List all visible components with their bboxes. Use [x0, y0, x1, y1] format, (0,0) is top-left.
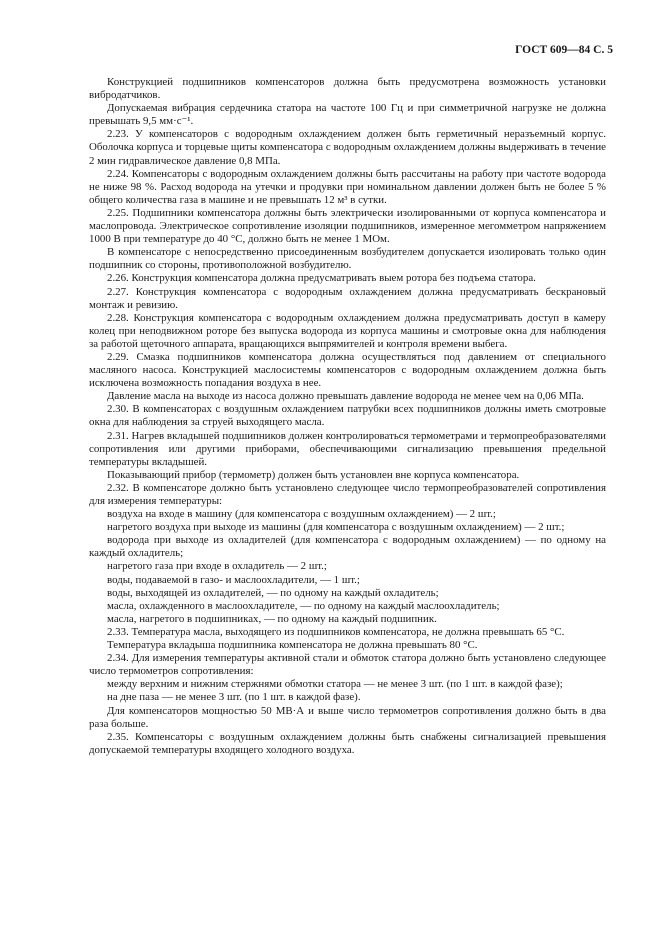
- list-item: масла, охлажденного в маслоохладителе, — по одному на каждый маслоохладитель;: [107, 599, 500, 612]
- paragraph: 2.26. Конструкция компенсатора должна предусматривать выем ротора без подъема статора.: [107, 272, 536, 285]
- paragraph: Температура вкладыша подшипника компенсатора не должна превышать 80 °С.: [107, 639, 478, 652]
- paragraph: Допускаемая вибрация сердечника статора на частоте 100 Гц и при симметричной нагрузке не должна превышать 9,5 мм·с⁻¹.: [89, 102, 606, 128]
- paragraph: 2.30. В компенсаторах с воздушным охлаждением патрубки всех подшипников должны иметь смотровые окна для наблюдения за струей выходящего масла.: [89, 403, 606, 429]
- list-item: водорода при выходе из охладителей (для компенсатора с водородным охлаждением) — по одному на каждый охладитель;: [89, 534, 606, 560]
- paragraph: Для компенсаторов мощностью 50 МВ·А и выше число термометров сопротивления должно быть в два раза больше.: [89, 704, 606, 730]
- paragraph: В компенсаторе с непосредственно присоединенным возбудителем допускается изолировать только один подшипник со стороны, противоположной возбудителю.: [89, 246, 606, 272]
- paragraph: Конструкцией подшипников компенсаторов должна быть предусмотрена возможность установки вибродатчиков.: [89, 76, 606, 102]
- paragraph: 2.32. В компенсаторе должно быть установлено следующее число термопреобразователей сопротивления для измерения температуры:: [89, 481, 606, 507]
- document-body: [89, 76, 606, 757]
- list-item: воды, выходящей из охладителей, — по одному на каждый охладитель;: [107, 586, 439, 599]
- paragraph: 2.31. Нагрев вкладышей подшипников должен контролироваться термометрами и термопреобразователями сопротивления или другими приборами, обеспечивающими сигнализацию превышения предельной температуры вкладышей.: [89, 429, 606, 468]
- paragraph: 2.28. Конструкция компенсатора с водородным охлаждением должна предусматривать доступ в камеру колец при неподвижном роторе без выпуска водорода из корпуса машины и смотровые окна для наблюдения за работой щеточного аппарата, вращающихся выпрямителей и контроля времени выбега.: [89, 311, 606, 350]
- list-item: воздуха на входе в машину (для компенсатора с воздушным охлаждением) — 2 шт.;: [107, 508, 496, 521]
- paragraph: 2.33. Температура масла, выходящего из подшипников компенсатора, не должна превышать 65 °С.: [107, 625, 565, 638]
- page-header: ГОСТ 609—84 С. 5: [515, 44, 613, 56]
- list-item: между верхним и нижним стержнями обмотки статора — не менее 3 шт. (по 1 шт. в каждой фазе);: [107, 678, 563, 691]
- list-item: на дне паза — не менее 3 шт. (по 1 шт. в каждой фазе).: [107, 691, 361, 704]
- list-item: нагретого воздуха при выходе из машины (для компенсатора с воздушным охлаждением) — 2 шт.;: [107, 521, 565, 534]
- paragraph: Давление масла на выходе из насоса должно превышать давление водорода не менее чем на 0,06 МПа.: [107, 390, 584, 403]
- list-item: нагретого газа при входе в охладитель — 2 шт.;: [107, 560, 327, 573]
- paragraph: 2.23. У компенсаторов с водородным охлаждением должен быть герметичный неразъемный корпус. Оболочка корпуса и торцевые щиты компенсатора с водородным охлаждением должны выдерживать в течение 2 мин гидравлическое давление 0,8 МПа.: [89, 128, 606, 167]
- paragraph: 2.24. Компенсаторы с водородным охлаждением должны быть рассчитаны на работу при частоте водорода не ниже 98 %. Расход водорода на утечки и продувки при номинальном давлении должен быть не более 5 % общего количества газа в машине и не превышать 12 м³ в сутки.: [89, 167, 606, 206]
- paragraph: 2.35. Компенсаторы с воздушным охлаждением должны быть снабжены сигнализацией превышения допускаемой температуры входящего холодного воздуха.: [89, 730, 606, 756]
- paragraph: Показывающий прибор (термометр) должен быть установлен вне корпуса компенсатора.: [107, 468, 520, 481]
- paragraph: 2.29. Смазка подшипников компенсатора должна осуществляться под давлением от специального масляного насоса. Конструкцией маслосистемы компенсаторов с водородным охлаждением должна быть исключена возможность попадания воздуха в нее.: [89, 350, 606, 390]
- list-item: воды, подаваемой в газо- и маслоохладители, — 1 шт.;: [107, 573, 360, 586]
- list-item: масла, нагретого в подшипниках, — по одному на каждый подшипник.: [107, 612, 437, 625]
- paragraph: 2.27. Конструкция компенсатора с водородным охлаждением должна предусматривать бескрановый монтаж и ревизию.: [89, 285, 606, 311]
- paragraph: 2.34. Для измерения температуры активной стали и обмоток статора должно быть установлено следующее число термометров сопротивления:: [89, 652, 606, 678]
- paragraph: 2.25. Подшипники компенсатора должны быть электрически изолированными от корпуса компенсатора и маслопровода. Электрическое сопротивление изоляции подшипников, измеренное мегомметром напряжением 1000 В при температуре до 40 °С, должно быть не менее 1 МОм.: [89, 206, 606, 246]
